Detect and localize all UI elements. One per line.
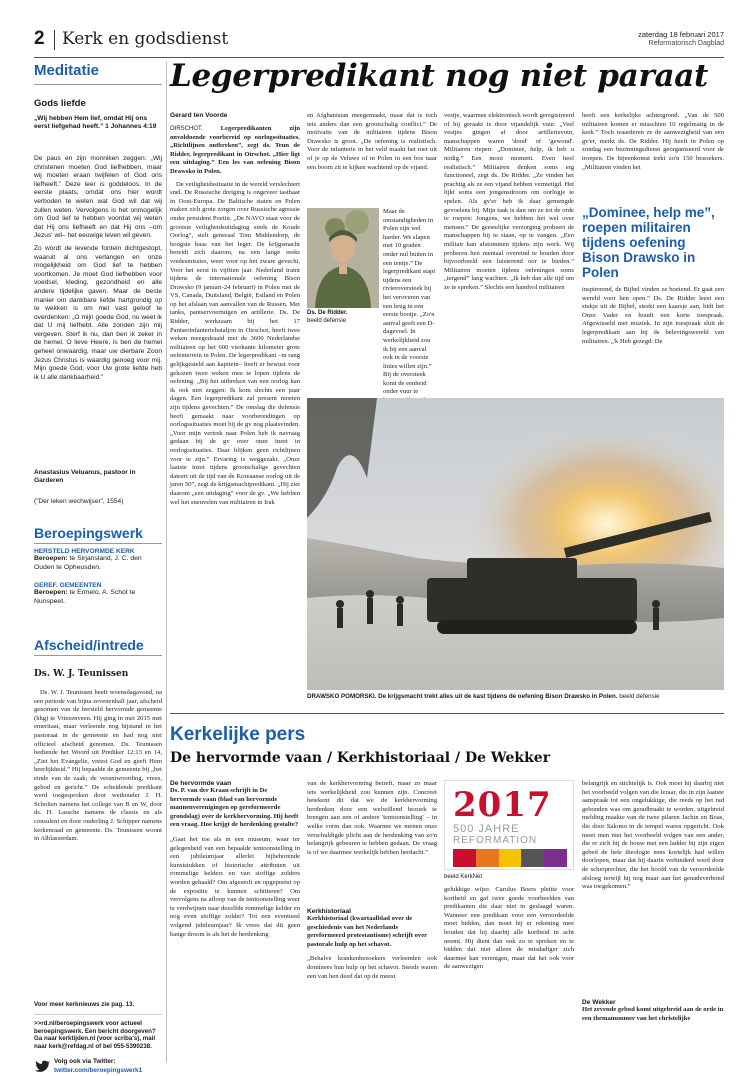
pers-lead-4: Het zevende gebod komt uitgebreid aan de orde in een themanummer van het christelijke bbox=[582, 1006, 724, 1022]
main-photo bbox=[307, 398, 724, 690]
header-date: zaterdag 18 februari 2017 bbox=[638, 30, 724, 39]
logo-line-2: REFORMATION bbox=[453, 835, 538, 846]
article-col-2-side: Maar de omstandigheden in Polen zijn wel harder. We slapen met 10 graden onder nul buiten in een tentje.” De legerpredikant stapt tijdens een rivieroversteek bij het veroveren van een brug in een eerste bootje. „Zo'n aanval geeft een D-dagevoel. In werkelijkheid zou ik bij een aanval ook in de voorste linies willen zijn.” Bij de oversteek komt de eenheid onder vuur te bbox=[383, 208, 436, 396]
article-col-1-body: De veiligheidssituatie in de wereld verslechtert snel. De Russische dreiging is ongeveer tastbaar in Oost-Europa. De Baltische staten en Polen maken zich grote zorgen over Russische agressie onder president Poetin. „De NAVO staat voor de grootste veiligheidsuitdaging sinds de Koude Oorlog”, stelt generaal Tom Middendorp, de hoogste baas van het leger. De krijgsmacht bereidt zich daarom, na een lange reeks vredesmissies, weer voor op het zware gevecht. Voor het eerst in vijftien jaar. Nederland traint tijdens de internationale oefening Bison Drawsko (9 januari-24 februari) in Polen met de VS, Canada, Duitsland, België, Estland en Polen op het afslaan van aanvallen van de Russen. Met tanks, pantservoertuigen en artillerie. Ds. De Ridder, werkzaam bij het 17 Pantserinfanteriebataljon in Oirschot, heeft twee weken meegedraaid met de 3600 Nederlandse militairen op het 600 vierkante kilometer grote oefenterrein in Polen. De legerpredikant –in rang gelijkgesteld aan kapitein– heeft er bewust voor gekozen twee weken mee te lopen tijdens de oefening. „Bij het uitbreken van een oorlog kan ik ook niet zeggen: Ik kom slechts een paar dagen. Een legerpredikant zal present moeten zijn tijdens gevechten.” De omslag die defensie heeft gemaakt naar voorbereidingen op oorlogssituaties moet bij de gv nog plaatsvinden. „Voor mijn vertrek naar Polen heb ik navraag gedaan bij de gv over onze inzet in oorlogssituaties. Daar blijken geen richtlijnen voor te zijn.” Ervaring is weggezakt. „Onze laatste inzet tijdens grootschalige gevechten dateert uit de tijd van de Koreaanse oorlog uit de jaren 50”, zegt de krijgsmachtpredikant. „Hij ziet daarom „een uitdaging” voor de gv. „We hebben wel het sneuvelen van militairen in Irak bbox=[170, 180, 300, 506]
logo-line-1: 500 JAHRE bbox=[453, 823, 520, 835]
afscheid-body: Ds. W. J. Teunissen heeft woensdagavond, na een periode van bijna zevenenhalf jaar, afscheid genomen van de hersteld hervormde gemeente (hhg) te Vriezenveen. Hij ging in mei 2015 met emeritaat, maar verleende nog bijstand in het pastoraat in de gemeente en had nog niet officieel afscheid genomen. Ds. Teunissen bediende het Woord uit Prediker 12:13 en 14, „Ziet het Evangelie, vreest God en geeft Hem heerlijkheid.” Hij bepaalde de gemeente bij „het einde van de zaak; de verantwoording, vrees, gebod en gericht.” De scheidende predikant werd toegesproken door wethouder J. H. Scholten namens het college van B en W, door ds. H. Lassche namens de classis en als consulent en door ouderling J. Schipper namens kerkenraad en gemeente. Ds. Teunissen woont in Alblasserdam. bbox=[34, 689, 162, 843]
beroep-line bbox=[34, 555, 162, 573]
contact-rule bbox=[34, 1014, 162, 1015]
meditatie-title: Gods liefde bbox=[34, 98, 86, 109]
kerkelijke-pers-heading: Kerkelijke pers bbox=[170, 724, 306, 745]
pullquote: „Dominee, help me”, roepen militairen tijdens oefening Bison Drawsko in Polen bbox=[582, 205, 715, 280]
pers-col-3 bbox=[444, 780, 574, 1066]
kerkelijke-pers-subtitle: De hervormde vaan / Kerkhistoriaal / De Wekker bbox=[170, 750, 551, 766]
pers-source-4: De Wekker bbox=[582, 999, 616, 1006]
beroep-line bbox=[34, 589, 162, 607]
article-col-4-top: heeft een kerkelijke achtergrond. „Van de 500 militairen komen er misschien 10 regelmatig in de kerk.” Toch waarderen ze de aanwezigheid van een gv'er, merkt ds. De Ridder. Hij heeft in Polen op zondag een bezinningsdienst georganiseerd voor de troepen. De bijeenkomst trekt zo'n 150 bezoekers. „Militairen vinden het bbox=[582, 112, 724, 171]
meditatie-heading: Meditatie bbox=[34, 62, 100, 79]
beroepingswerk-heading: Beroepingswerk bbox=[34, 525, 143, 541]
pers-lead-1: Ds. P. van der Kraan schrijft in De hervormde vaan (blad van hervormde mannenverenigingen op gereformeerde grondslag) over de kerkhervorming. Hij heeft een vraag. Hoe krijgt de herdenking gestalte? bbox=[170, 787, 299, 829]
meditatie-author: Anastasius Veluanus, pastoor in Garderen bbox=[34, 469, 136, 485]
header-divider bbox=[54, 30, 55, 50]
article-byline: Gerard ten Voorde bbox=[170, 112, 228, 119]
beroep-text: te Sirjansland, J. C. den Ouden te Opheusden. bbox=[34, 555, 142, 571]
portrait-credit: beeld defensie bbox=[307, 317, 347, 324]
logo-portraits bbox=[453, 849, 567, 867]
section-title: Kerk en godsdienst bbox=[62, 29, 229, 49]
beroep-label: Beroepen: bbox=[34, 555, 68, 562]
article-col-4-bottom: inspirerend, de Bijbel vinden ze boeiend. Er gaat een wereld voor hen open.” Ds. De Ridder leest een stukje uit de Bijbel, steekt een kaarsje aan, bidt het Onze Vader en houdt een korte toespraak. Afgewisseld met muziek. In zijn toespraak sluit de legerpredikant aan bij de belevingswereld van militairen. „'k Heb gezegd: De bbox=[582, 286, 724, 345]
article-col-2 bbox=[307, 112, 437, 396]
pers-col-2 bbox=[307, 780, 437, 991]
logo-year: 2017 bbox=[453, 785, 552, 825]
beroepingswerk-group-1 bbox=[34, 548, 162, 573]
portrait-swatch-red bbox=[453, 849, 476, 867]
reformation-logo bbox=[444, 780, 574, 870]
beroepingswerk-group-2 bbox=[34, 582, 162, 607]
meditatie-body bbox=[34, 155, 162, 382]
beroep-label: Beroepen: bbox=[34, 589, 68, 596]
pers-col-1 bbox=[170, 780, 300, 1036]
meditatie-paragraph-1: De paus en zijn monniken zeggen: „Wij christenen moeten God liefhebben, maar wij moeten eraan twijfelen of God ons liefheeft.” Deze leer is goddeloos. In de eerste plaats, omdat ons hier wordt verboden te weten wat God wil dat wij zullen weten. Vervolgens is het onmogelijk om God lief te hebben voordat wij weten dat Hij ons liefheeft en dat Hij ons –om Jezus' wil– het eeuwige leven wil geven. bbox=[34, 155, 162, 240]
article-col-2-top: en Afghanistan meegemaakt, maar dat is toch iets anders dan een grootschalig conflict.” De motivatie van de militairen tijdens Bison Drawsko is groot. „De oefening is realistisch. Voor de infanterie in het veld maakt het niet uit of je op de Veluwe of in Polen in een bos naar een boom zit te kijken wachtend op de vijand. bbox=[307, 112, 437, 171]
meditatie-paragraph-2: Zo wordt de levende fontein dichtgestopt, waaruit al ons verlangen en onze mogelijkheid om God lief te hebben voortkomen. Je moet God liefhebben voor voedsel, kleding, gezondheid en alle andere tijdelijke gaven. Maar de beste manier om dankbare liefde hartgrondig op te wekken is om met vast geloof te overdenken: „O mijn goede God, nu weet ik dat U mij liefhebt. Alle zonden zijn mij vergeven. Sterf ik nu, dan ben ik zeker in de hemel. O lieve Heere, is ben de hemel geheel onwaardig, maar uw dierbare Zoon Jezus Christus is waardig genoeg voor mij. Mijn goede God, voor Uw grote liefde heb ik U alle dankbaarheid.” bbox=[34, 244, 162, 381]
pers-body-2b: „Behalve krankenbezoekers verleenden ook dominees hun hulp op het schavot. Steeds waren een van hen deed dat op de meest bbox=[307, 955, 437, 980]
portrait-caption bbox=[307, 310, 379, 325]
portrait-swatch-orange bbox=[476, 849, 499, 867]
meditatie-rule bbox=[34, 84, 162, 85]
photo-caption-place: DRAWSKO POMORSKI. bbox=[307, 693, 377, 700]
afscheid-heading: Afscheid/intrede bbox=[34, 637, 144, 653]
pers-body-4: belangrijk en stichtelijk is. Ook moet hij daarbij niet het voorbeeld volgen van die leraar, die in zijn laatste aanspraak tot een ongelukkige, die reeds op het rad gebonden was om geradbraakt te worden, uitgebreid melding maakte van de twee pilaren Jachin en Boas, die door Salomo in de tempel waren opgericht. Ook moet men niet het voorbeeld volgen van een ander, die er zich bij de bouw met een ladder bij zijn eigen gebed de hele theologie eens kortelijk had willen doorlopen, maar dat hij daarin verhinderd werd door de scherprechter, die het hoofd van de veroordeelde afsloeg terwijl hij nog maar aan het genadeverbond was toegekomen.” bbox=[582, 780, 724, 891]
article-headline: Legerpredikant nog niet paraat bbox=[170, 58, 709, 94]
howitzer-scene bbox=[307, 398, 724, 690]
pers-body-1: „Gaat het toe als in een museum, waar ter gelegenheid van een bepaalde tentoonstelling in een jubileumjaar allerlei bijbehorende kunststukken of historische attributen uit rommelige kelders en van stoffige zolders worden gehaald? Om afgestoft en opgepoetst op de expositie te kunnen schitteren? Om vervolgens na afloop van de tentoonstelling weer te verdwijnen naar dezelfde rommelige kelder en nog even stoffige zolder? Tot een eventueel volgend jubileumjaar? Ik vrees dat dit geen bange droom is als het de herdenking bbox=[170, 835, 300, 938]
portrait-photo bbox=[307, 208, 379, 308]
church-name: HERSTELD HERVORMDE KERK bbox=[34, 548, 135, 555]
portrait-figure bbox=[307, 208, 379, 308]
twitter-block[interactable] bbox=[34, 1056, 162, 1076]
afscheid-name: Ds. W. J. Teunissen bbox=[34, 669, 129, 679]
pers-body-3: gelukkige wijze. Carolus Boers pleitte voor kortheid en gaf twee goede voorbeelden van predikanten die daar niet in geslaagd waren. Wanneer een predikant voor een veroordeelde moet bidden, dan moet hij er rekening mee houden dat hij daarbij alle kortheid in acht neemt. Hij dient dan ook zo te spreken en te bidden dat niet alleen de misdadiger zich daarmee kan verenigen, maar dat het ook voor de aanwezigen bbox=[444, 886, 574, 971]
photo-caption-text: De krijgsmacht trekt alles uit de kast tijdens de oefening Bison Drawsko in Polen. bbox=[376, 693, 618, 700]
article-col-1 bbox=[170, 112, 300, 656]
pers-source-2: Kerkhistoriaal bbox=[307, 908, 351, 915]
beroepingswerk-rule bbox=[34, 543, 162, 544]
meditatie-source: (”Der leken wechwijser”, 1554) bbox=[34, 498, 124, 505]
more-news-link[interactable]: Voor meer kerknieuws zie pag. 13. bbox=[34, 1001, 135, 1008]
twitter-label: Volg ook via Twitter: bbox=[54, 1058, 116, 1065]
left-column bbox=[34, 62, 162, 1074]
pers-col-4 bbox=[582, 780, 724, 1023]
pers-lead-2: Kerkhistoriaal (kwartaalblad over de geschiedenis van het Nederlands gereformeerd protestantisme) schrijft over pastorale hulp op het schavot. bbox=[307, 915, 427, 948]
article-col-3-body: vestje, waarmee elektronisch wordt geregistreerd of hij geraakt is door vijandelijk vuur. „Veel vestjes gingen af door artillerievuur, manschappen waren 'dood' of 'gewond'. Militairen riepen: „Dominee, help, ik heb u nodig.” Een mooi moment. Even heel realistisch.” Militairen denken soms erg functioneel, zegt ds. De Ridder. „Ze vinden het prachtig als ze een vijand hebben vernietigd. Het lijkt soms een jongensdroom om oorlogje te spelen. Als gv'er heb ik daar gemengde gevoelens bij. Mijn taak is dan om ze tot de orde te roepen: Jongens, we hebben het wel over mensen.” De geestelijke verzorging probeert de manschappen bij te staan, op te vangen. „Een militair kan afstommen tijdens zijn werk. Wij proberen hen mentaal overeind te houden door bijvoorbeeld een luisterend oor te bieden.” Militairen moeten tijdens oefeningen soms „tergend” lang wachten. „Ik heb dan alle tijd om ze te spreken.” Slechts een handvol militairen bbox=[444, 112, 574, 291]
page-header bbox=[34, 24, 724, 54]
portrait-swatch-gray bbox=[521, 849, 544, 867]
meditatie-quote: „Wij hebben Hem lief, omdat Hij ons eerst liefgehad heeft.” 1 Johannes 4:19 bbox=[34, 115, 157, 131]
page-number: 2 bbox=[34, 28, 45, 49]
pers-body-2: van de kerkhervorming betreft, maar zo maar iets werkelijkheid zou kunnen zijn. Concreet betekent dit dat we de kerkhervorming herdenken door een welwillend bezoek te brengen aan een of andere 'tentoonstelling' – in welke vorm dan ook. Waarnee we menen onze verschuldigde plicht aan de herdenking van zo'n belangrijk gebeuren te hebben gedaan. De vraag is of we daarmee werkelijk hebben herdacht.” bbox=[307, 780, 437, 856]
church-name: GEREF. GEMEENTEN bbox=[34, 582, 102, 589]
photo-credit: beeld defensie bbox=[619, 693, 660, 700]
article-col-4 bbox=[582, 112, 724, 381]
afscheid-rule bbox=[34, 655, 162, 656]
twitter-icon bbox=[34, 1058, 50, 1074]
logo-credit: beeld KerkNet bbox=[444, 874, 483, 880]
twitter-handle[interactable]: twitter.com/beroepingswerk1 bbox=[54, 1067, 143, 1074]
portrait-caption-name: Ds. De Ridder. bbox=[307, 310, 348, 316]
kerkelijke-pers-rule bbox=[170, 713, 724, 714]
pers-source-1: De hervormde vaan bbox=[170, 780, 232, 787]
portrait-swatch-purple bbox=[544, 849, 567, 867]
header-paper: Reformatorisch Dagblad bbox=[648, 40, 724, 47]
column-divider bbox=[166, 62, 167, 1062]
article-col-3 bbox=[444, 112, 574, 390]
dateline: OIRSCHOT. bbox=[170, 126, 203, 132]
portrait-swatch-yellow bbox=[499, 849, 522, 867]
article-lead bbox=[170, 125, 300, 177]
lead-text: Legerpredikanten zijn onvoldoende voorbereid op oorlogssituaties. „Richtlijnen ontbreken”, zegt ds. Teun de Ridder, legerpredikant in Oirschot. „Hier ligt een uitdaging.” Een les van oefening Bison Drawsko in Polen. bbox=[170, 125, 300, 175]
beroep-text: te Ermelo, A. Schot te Nunspeet. bbox=[34, 589, 136, 605]
photo-caption bbox=[307, 693, 724, 700]
contact-info: >>rd.nl/beroepingswerk voor actueel beroepingswerk. Een bericht doorgeven? Ga naar kerktijden.nl (voor scriba's), mail naar kerk@refdag.nl of bel 055-5390238. bbox=[34, 1020, 156, 1050]
